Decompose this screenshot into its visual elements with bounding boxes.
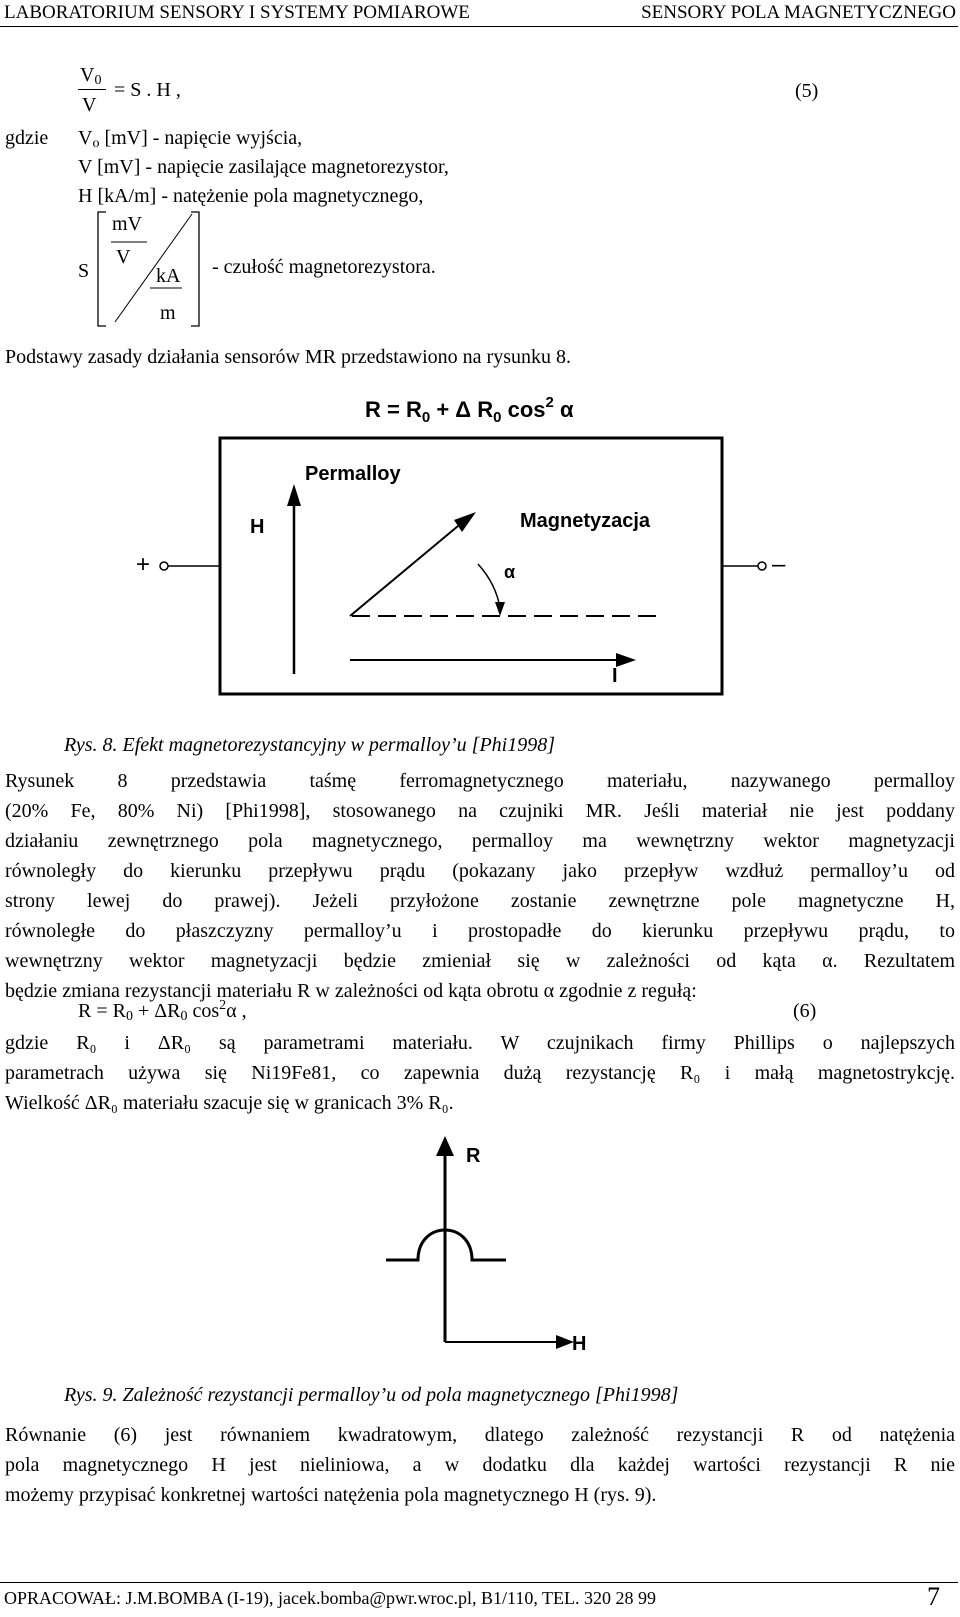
eq5-numerator: V: [80, 64, 95, 86]
para1-line: równoległy do kierunku przepływu prądu (pokazany jako przepływ wzdłuż permalloy’u od: [5, 860, 955, 882]
fig8-plus-terminal: +: [136, 551, 151, 578]
s-definition: - czułość magnetorezystora.: [212, 256, 436, 278]
fig8-minus-terminal: –: [772, 551, 786, 578]
s-symbol: S: [78, 260, 90, 282]
para1-line: wewnętrzny wektor magnetyzacji będzie zmieniał się w zależności od kąta α. Rezultatem: [5, 950, 955, 972]
v-definition: V [mV] - napięcie zasilające magnetorezystor,: [78, 156, 449, 178]
para2-line: parametrach używa się Ni19Fe81, co zapewnia dużą rezystancję R₀ i małą magnetostrykcję.: [5, 1062, 955, 1084]
para2-line: gdzie R₀ i ΔR₀ są parametrami materiału. W czujnikach firmy Phillips o najlepszych: [5, 1032, 955, 1054]
paragraph-1: [5, 766, 955, 1006]
page-number: 7: [927, 1582, 940, 1611]
eq5-fraction-bar: [78, 89, 106, 90]
unit-ka: kA: [156, 265, 181, 287]
para3-line: pola magnetycznego H jest nieliniowa, a w dodatku dla każdej wartości rezystancji R nie: [5, 1454, 955, 1476]
eq5-denominator: V: [82, 94, 97, 116]
para3-line: możemy przypisać konkretnej wartości natężenia pola magnetycznego H (rys. 9).: [5, 1484, 657, 1506]
unit-v: V: [116, 246, 131, 268]
fig9-r-label: R: [466, 1145, 481, 1167]
para2-line: Wielkość ΔR₀ materiału szacuje się w granicach 3% R₀.: [5, 1092, 454, 1114]
fig9-caption: Rys. 9. Zależność rezystancji permalloy’u od pola magnetycznego [Phi1998]: [64, 1384, 679, 1406]
vo-definition: [mV] - napięcie wyjścia,: [104, 127, 303, 149]
header-left: LABORATORIUM SENSORY I SYSTEMY POMIAROWE: [4, 2, 470, 23]
eq6-number: (6): [793, 1000, 817, 1022]
fig8-permalloy-label: Permalloy: [305, 463, 401, 485]
fig8-alpha-label: α: [504, 562, 516, 582]
fig8-magnetyzacja-label: Magnetyzacja: [520, 510, 651, 532]
footer-text: OPRACOWAŁ: J.M.BOMBA (I-19), jacek.bomba@pwr.wroc.pl, B1/110, TEL. 320 28 99: [4, 1588, 657, 1608]
fig8-formula: $R = R_0 + \Delta$ $R_0$ $\cos^2 \alpha$: [365, 394, 574, 426]
paragraph-2: [5, 1028, 955, 1118]
h-definition: H [kA/m] - natężenie pola magnetycznego,: [78, 185, 424, 207]
footer-rule: [0, 1582, 958, 1583]
header-right: SENSORY POLA MAGNETYCZNEGO: [641, 2, 956, 23]
fig9-h-label: H: [572, 1333, 587, 1355]
para1-line: równoległe do płaszczyzny permalloy’u i prostopadłe do kierunku przepływu prądu, to: [5, 920, 955, 942]
unit-m: m: [160, 302, 176, 324]
para1-line: strony lewej do prawej). Jeżeli przyłożone zostanie zewnętrzne pole magnetyczne H,: [5, 890, 955, 912]
unit-mv: mV: [112, 213, 142, 235]
fig8-h-label: H: [250, 516, 265, 538]
paragraph-3: [5, 1420, 955, 1510]
para1-line: działaniu zewnętrznego pola magnetycznego, permalloy ma wewnętrzny wektor magnetyzacji: [5, 830, 955, 852]
para3-line: Równanie (6) jest równaniem kwadratowym, dlatego zależność rezystancji R od natężenia: [5, 1424, 955, 1446]
fig8-i-label: I: [612, 665, 618, 687]
eq5-rhs: = S . H ,: [114, 79, 181, 101]
header-rule: [0, 26, 958, 27]
para1-line: będzie zmiana rezystancji materiału R w zależności od kąta obrotu α zgodnie z regułą:: [5, 980, 697, 1002]
eq5-number: (5): [795, 80, 819, 102]
intro-text: Podstawy zasady działania sensorów MR przedstawiono na rysunku 8.: [5, 346, 571, 368]
fig8-caption: Rys. 8. Efekt magnetorezystancyjny w permalloy’u [Phi1998]: [64, 734, 556, 756]
para1-line: Rysunek 8 przedstawia taśmę ferromagnetycznego materiału, nazywanego permalloy: [5, 770, 955, 792]
gdzie-label: gdzie: [5, 127, 49, 149]
para1-line: (20% Fe, 80% Ni) [Phi1998], stosowanego na czujniki MR. Jeśli materiał nie jest poddany: [5, 800, 955, 822]
